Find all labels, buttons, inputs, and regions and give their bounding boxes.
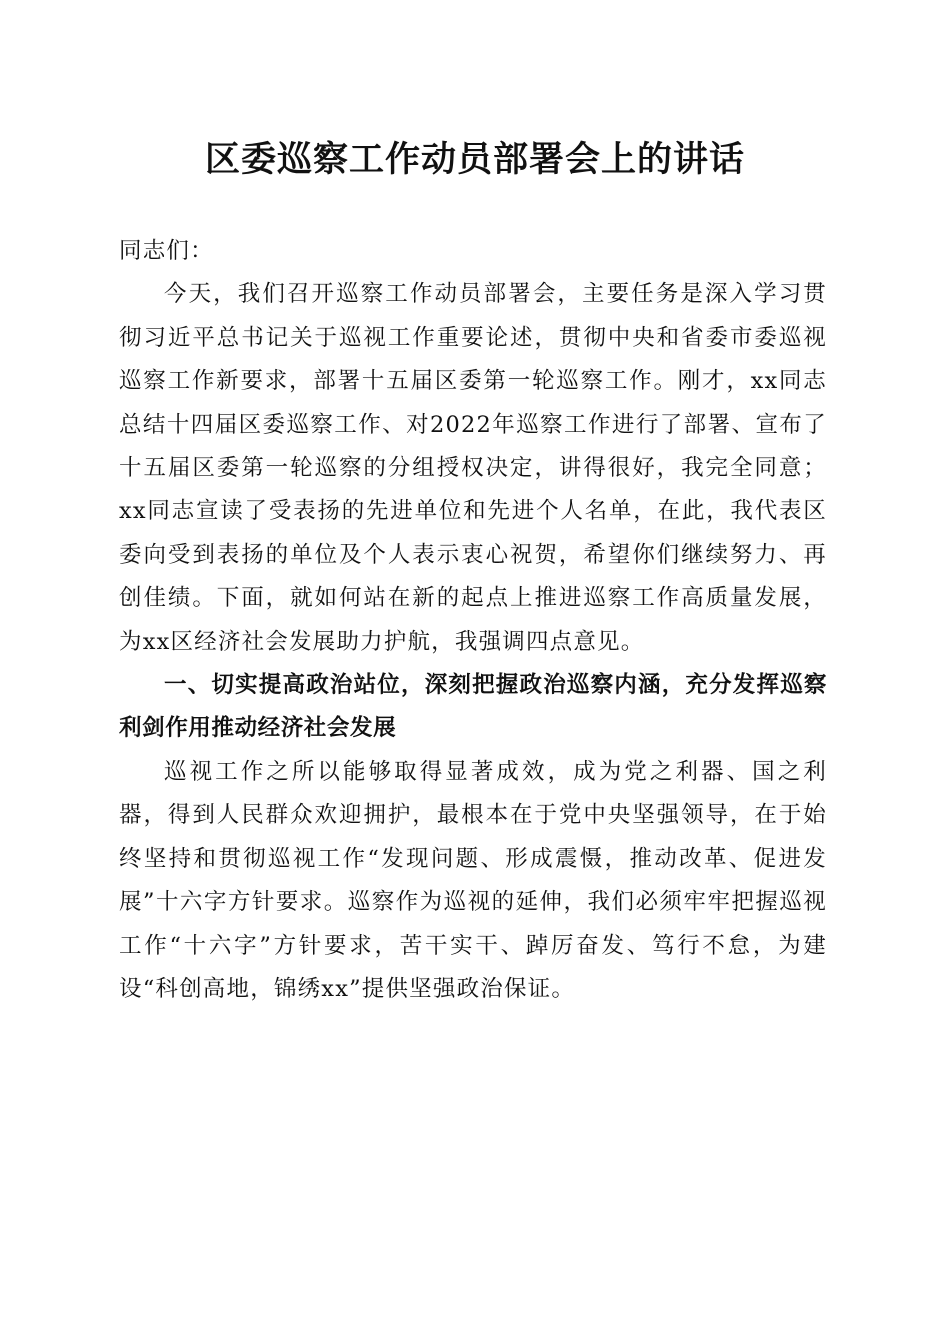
opening-paragraph: 今天，我们召开巡察工作动员部署会，主要任务是深入学习贯彻习近平总书记关于巡视工作重要论述，贯彻中央和省委市委巡视巡察工作新要求，部署十五届区委第一轮巡察工作。刚才，xx同志总结十四届区委巡察工作、对2022年巡察工作进行了部署、宣布了十五届区委第一轮巡察的分组授权决定，讲得很好，我完全同意；xx同志宣读了受表扬的先进单位和先进个人名单，在此，我代表区委向受到表扬的单位及个人表示衷心祝贺，希望你们继续努力、再创佳绩。下面，就如何站在新的起点上推进巡察工作高质量发展，为xx区经济社会发展助力护航，我强调四点意见。 — [119, 281, 827, 655]
section-paragraph-1: 巡视工作之所以能够取得显著成效，成为党之利器、国之利器，得到人民群众欢迎拥护，最根本在于党中央坚强领导，在于始终坚持和贯彻巡视工作“发现问题、形成震慑，推动改革、促进发展”十六字方针要求。巡察作为巡视的延伸，我们必须牢牢把握巡视工作“十六字”方针要求，苦干实干、踔厉奋发、笃行不怠，为建设“科创高地，锦绣xx”提供坚强政治保证。 — [119, 758, 827, 1002]
salutation: 同志们： — [119, 238, 214, 264]
document-title: 区委巡察工作动员部署会上的讲话 — [204, 139, 745, 180]
document-body — [119, 230, 827, 1011]
section-heading-1: 一、切实提高政治站位，深刻把握政治巡察内涵，充分发挥巡察利剑作用推动经济社会发展 — [119, 672, 827, 742]
